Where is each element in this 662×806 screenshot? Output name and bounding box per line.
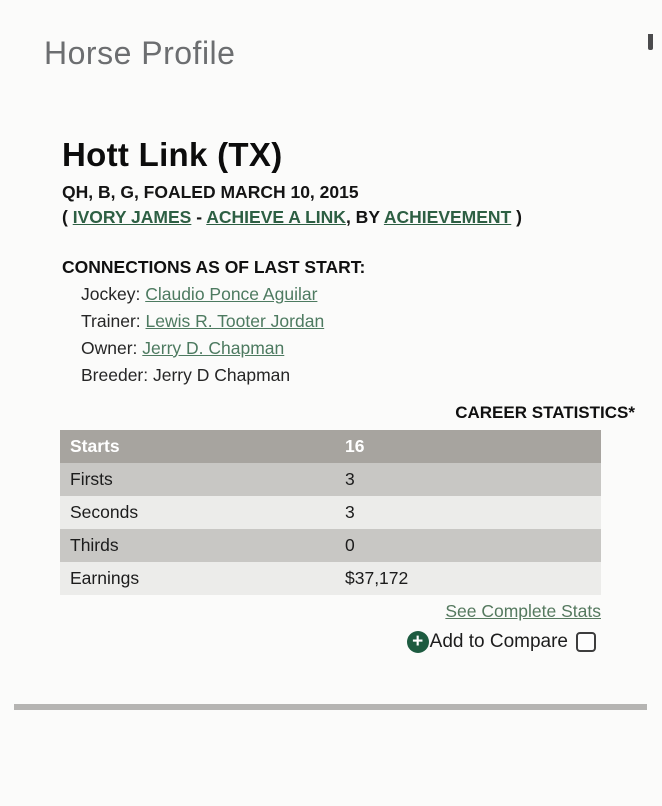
trainer-link[interactable]: Lewis R. Tooter Jordan (145, 311, 325, 331)
jockey-label: Jockey: (81, 284, 146, 304)
trainer-label: Trainer: (81, 311, 146, 331)
stat-value-firsts: 3 (345, 469, 355, 489)
scrollbar-artifact (648, 34, 653, 50)
stat-value-earnings: $37,172 (345, 568, 409, 588)
connections-section (62, 257, 662, 386)
pedigree-line (62, 207, 662, 228)
stat-label-seconds: Seconds (70, 502, 139, 522)
connection-row-jockey (81, 284, 662, 305)
stat-value-thirds: 0 (345, 535, 355, 555)
career-statistics-heading: CAREER STATISTICS* (455, 403, 635, 422)
connection-row-breeder (81, 365, 662, 386)
stat-value-starts: 16 (345, 436, 365, 456)
breeder-value: Jerry D Chapman (152, 365, 291, 385)
owner-label: Owner: (81, 338, 143, 358)
stats-row-firsts (60, 463, 601, 496)
stats-row-seconds (60, 496, 601, 529)
connection-row-owner (81, 338, 662, 359)
stat-label-firsts: Firsts (70, 469, 113, 489)
stat-label-thirds: Thirds (70, 535, 119, 555)
add-plus-icon[interactable]: + (407, 631, 429, 653)
pedigree-close-paren: ) (511, 207, 522, 227)
add-to-compare[interactable] (60, 631, 596, 653)
compare-checkbox[interactable] (576, 632, 596, 652)
damsire-link[interactable]: ACHIEVEMENT (383, 207, 512, 227)
jockey-link[interactable]: Claudio Ponce Aguilar (145, 284, 318, 304)
horse-description: QH, B, G, FOALED MARCH 10, 2015 (62, 182, 359, 202)
horse-name: Hott Link (TX) (62, 136, 283, 173)
connections-heading: CONNECTIONS AS OF LAST START: (62, 257, 366, 277)
breeder-label: Breeder: (81, 365, 153, 385)
stats-row-earnings (60, 562, 601, 595)
pedigree-separator: - (191, 207, 207, 227)
stats-row-thirds (60, 529, 601, 562)
see-complete-stats-row (60, 601, 601, 622)
stat-value-seconds: 3 (345, 502, 355, 522)
stat-label-starts: Starts (70, 436, 120, 456)
owner-link[interactable]: Jerry D. Chapman (142, 338, 285, 358)
sire-link[interactable]: IVORY JAMES (72, 207, 192, 227)
connection-row-trainer (81, 311, 662, 332)
stat-label-earnings: Earnings (70, 568, 140, 588)
horse-profile-section (62, 138, 662, 386)
pedigree-by-text: , BY (345, 207, 384, 227)
career-stats-table (60, 430, 601, 595)
bottom-divider (14, 704, 647, 710)
add-to-compare-label[interactable]: Add to Compare (429, 631, 568, 652)
stats-row-starts (60, 430, 601, 463)
page-title: Horse Profile (44, 35, 236, 71)
see-complete-stats-link[interactable]: See Complete Stats (445, 601, 601, 621)
pedigree-open-paren: ( (62, 207, 73, 227)
dam-link[interactable]: ACHIEVE A LINK (206, 207, 346, 227)
